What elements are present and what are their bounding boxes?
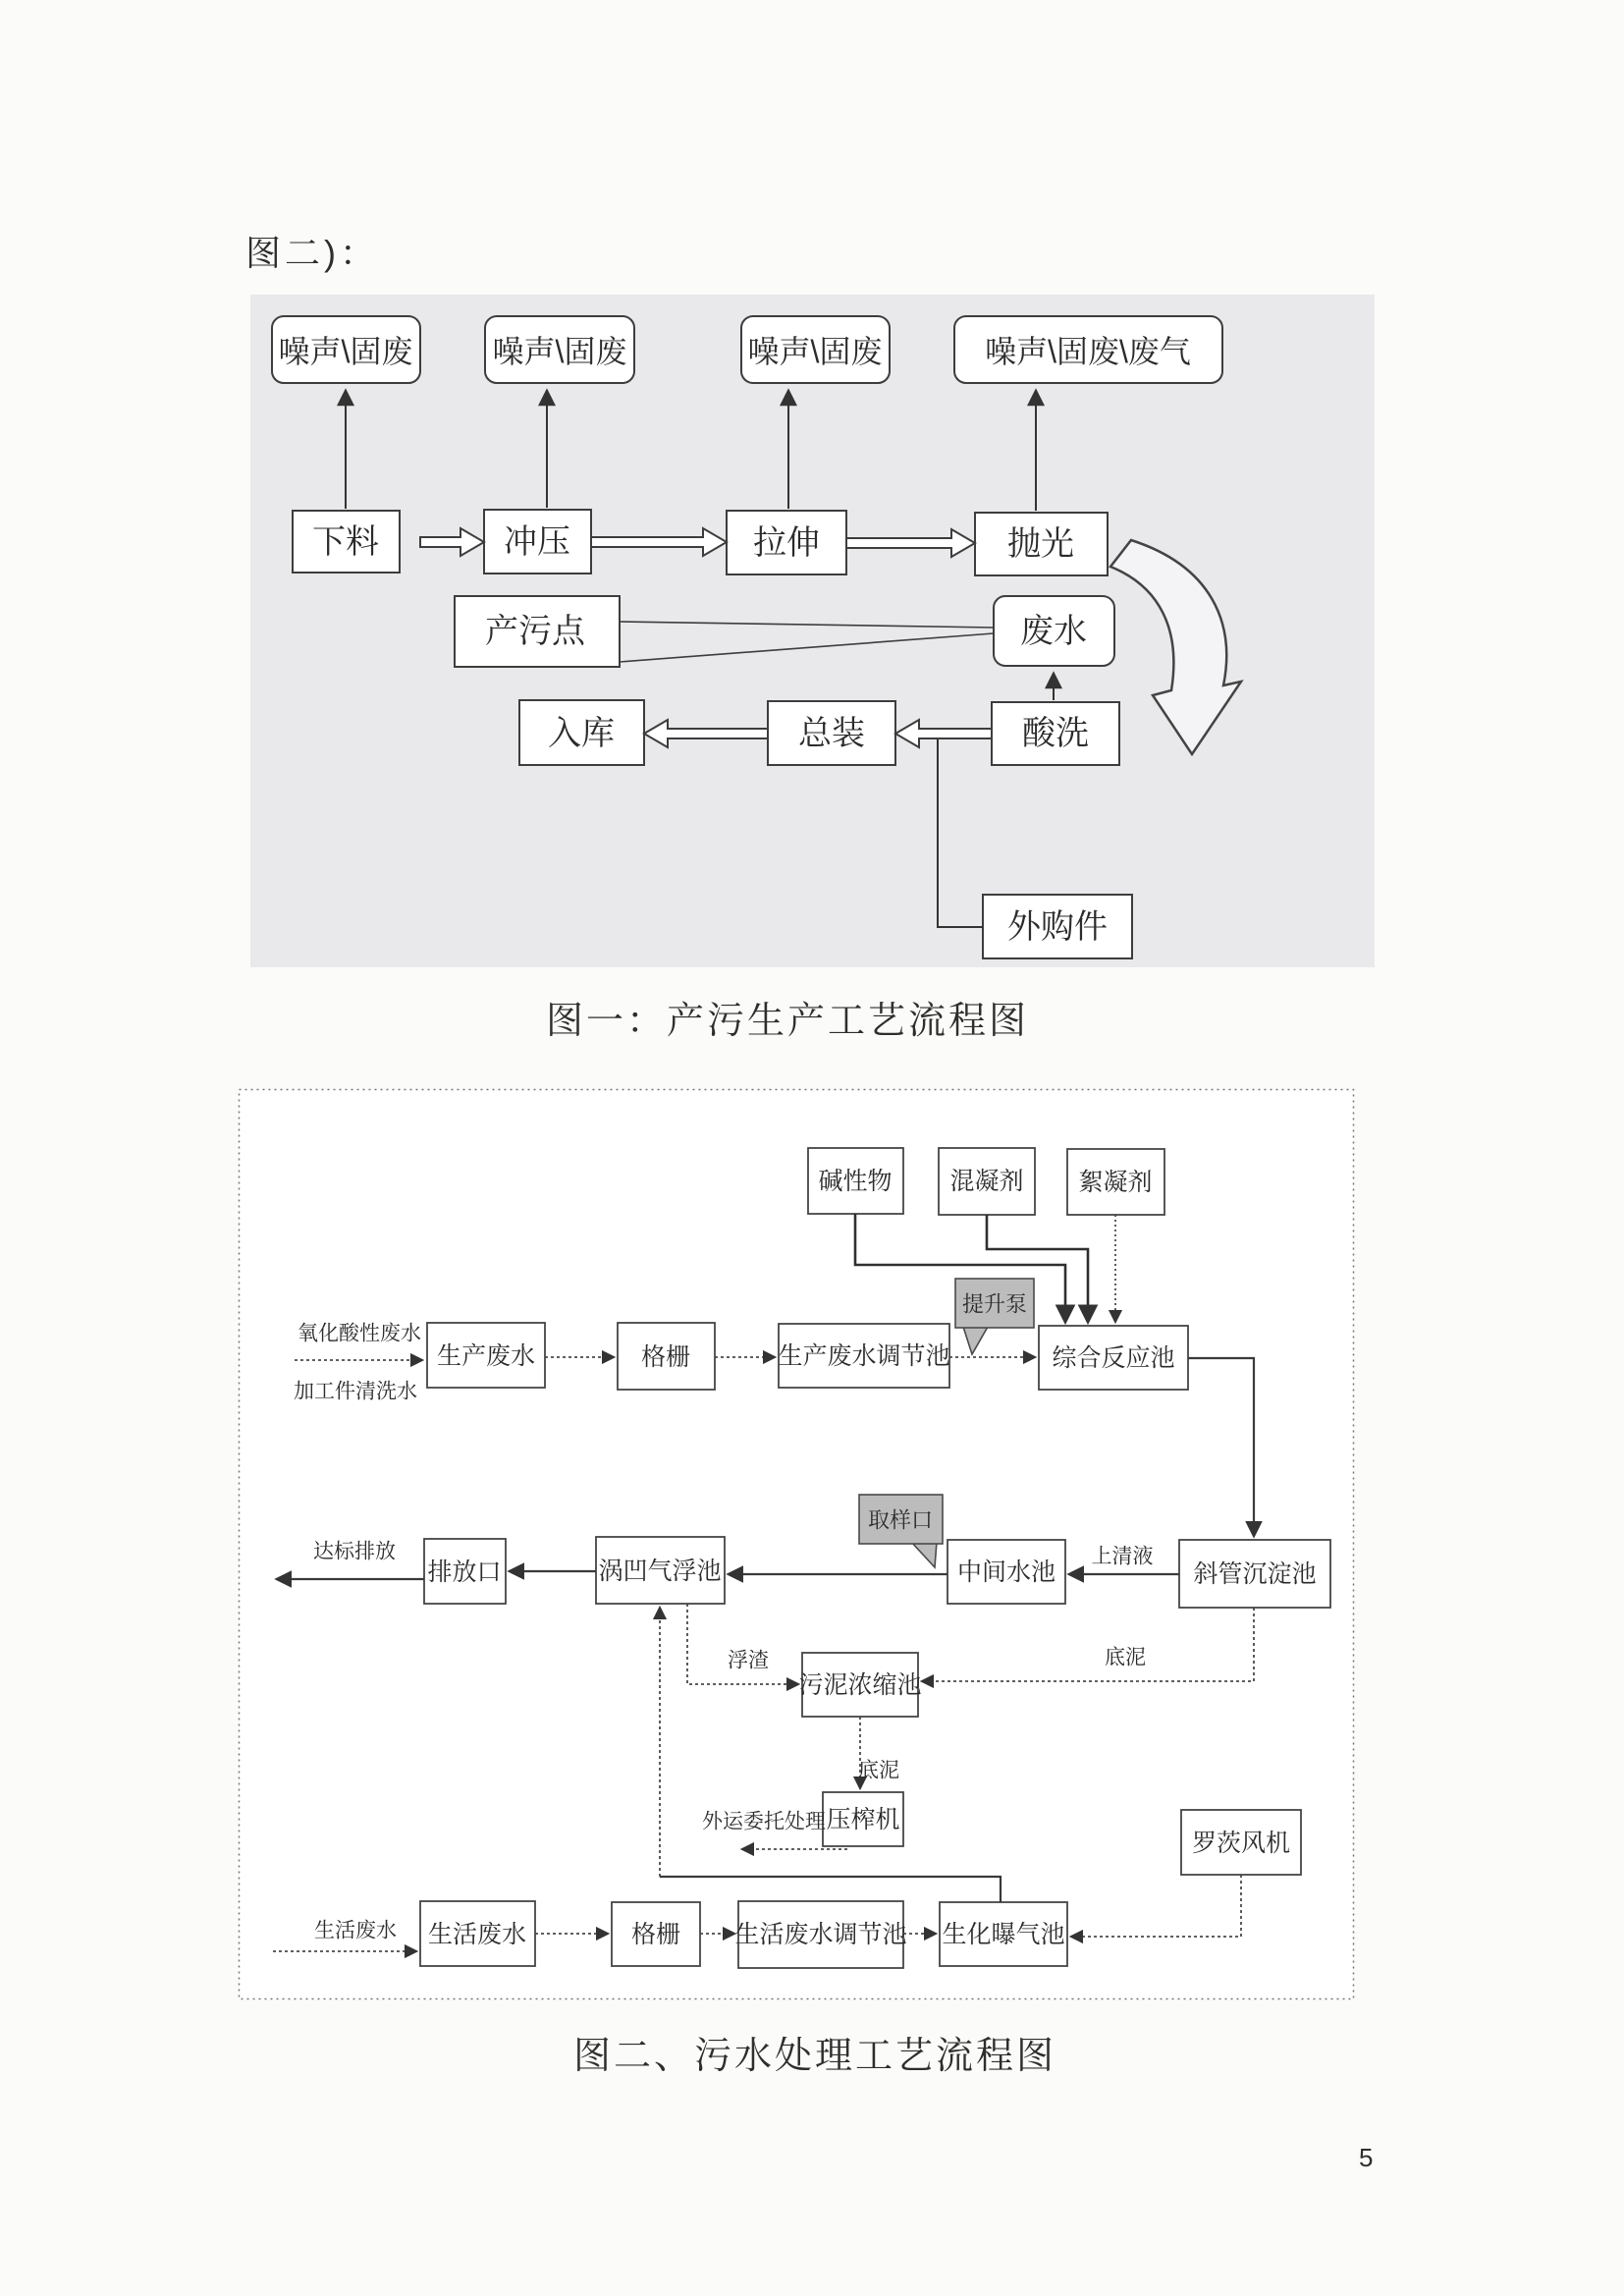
node-assembly-label: 总装 (798, 715, 865, 752)
node-pollution-point-label: 产污点 (485, 613, 585, 650)
production-process-diagram (250, 295, 1375, 967)
label-bottom-sludge-1: 底泥 (1105, 1646, 1146, 1669)
callout-lift-pump-label: 提升泵 (961, 1291, 1028, 1317)
node-pickling (992, 702, 1119, 765)
node-noise-solid-waste-gas-label: 噪声\固废\废气 (985, 334, 1191, 369)
node-intermediate-tank (947, 1540, 1065, 1604)
label-workpiece-rinse-water: 加工件清洗水 (294, 1380, 417, 1403)
node-discharge-outlet-label: 排放口 (427, 1558, 502, 1586)
label-supernatant: 上清液 (1091, 1545, 1154, 1568)
page-number: 5 (1359, 2143, 1374, 2172)
node-domestic-wastewater (420, 1901, 535, 1966)
node-roots-blower-label: 罗茨风机 (1191, 1830, 1291, 1857)
node-assembly (768, 701, 895, 765)
node-coagulant (939, 1148, 1035, 1215)
node-press-machine (823, 1792, 903, 1846)
node-stamping (484, 510, 591, 574)
label-domestic-wastewater-in: 生活废水 (314, 1919, 397, 1942)
node-inclined-tube-sedimentation-tank (1179, 1540, 1330, 1608)
node-roots-blower (1181, 1810, 1301, 1875)
node-production-regulating-tank (778, 1324, 949, 1388)
node-flocculant-label: 絮凝剂 (1078, 1169, 1153, 1196)
node-purchased-parts-label: 外购件 (1007, 908, 1108, 946)
node-production-wastewater (427, 1323, 545, 1388)
node-caf-tank-label: 涡凹气浮池 (598, 1558, 722, 1585)
node-noise-solid-waste-2-label: 噪声\固废 (492, 334, 627, 369)
label-scum: 浮渣 (728, 1649, 769, 1672)
node-alkali-label: 碱性物 (818, 1168, 893, 1195)
node-alkali (808, 1148, 903, 1214)
node-purchased-parts (983, 895, 1132, 958)
label-outsourced-treatment: 外运委托处理 (702, 1810, 826, 1833)
node-production-regulating-tank-label: 生产废水调节池 (778, 1342, 950, 1370)
node-sludge-thickening-tank (798, 1653, 921, 1717)
node-warehousing-label: 入库 (548, 715, 615, 752)
node-biochemical-aeration-tank (940, 1902, 1067, 1966)
node-drawing-label: 拉伸 (753, 524, 820, 562)
diagram1-caption: 图一：产污生产工艺流程图 (546, 1001, 1030, 1042)
node-noise-solid-waste-1 (272, 316, 420, 383)
node-biochemical-aeration-tank-label: 生化曝气池 (942, 1921, 1065, 1948)
node-pollution-point (455, 596, 620, 667)
node-coagulant-label: 混凝剂 (949, 1168, 1024, 1195)
label-bottom-sludge-2: 底泥 (858, 1759, 899, 1782)
label-oxidized-acid-wastewater: 氧化酸性废水 (298, 1322, 421, 1345)
node-noise-solid-waste-gas (954, 316, 1222, 383)
node-press-machine-label: 压榨机 (826, 1806, 900, 1833)
node-wastewater-label: 废水 (1020, 613, 1087, 650)
label-standard-discharge: 达标排放 (313, 1540, 396, 1563)
sewage-treatment-diagram (238, 1088, 1355, 2000)
node-production-wastewater-label: 生产废水 (436, 1342, 536, 1370)
node-noise-solid-waste-1-label: 噪声\固废 (278, 334, 413, 369)
node-flocculant (1067, 1149, 1164, 1215)
node-noise-solid-waste-3 (741, 316, 890, 383)
node-discharge-outlet (424, 1539, 506, 1604)
header-text: 图二)： (245, 233, 379, 273)
node-wastewater (994, 596, 1114, 666)
node-domestic-regulating-tank-label: 生活废水调节池 (734, 1921, 907, 1948)
node-grid-1-label: 格栅 (640, 1343, 691, 1371)
node-inclined-tube-sedimentation-tank-label: 斜管沉淀池 (1193, 1560, 1317, 1588)
node-sludge-thickening-tank-label: 污泥浓缩池 (798, 1671, 922, 1699)
diagram2-caption: 图二、污水处理工艺流程图 (573, 2036, 1057, 2077)
node-blanking-label: 下料 (312, 523, 379, 561)
node-blanking (293, 511, 400, 573)
node-pickling-label: 酸洗 (1022, 715, 1089, 752)
node-polishing-label: 抛光 (1007, 525, 1074, 563)
node-warehousing (519, 700, 644, 765)
node-grid-2 (612, 1902, 700, 1966)
node-grid-1 (618, 1323, 715, 1390)
node-polishing (975, 513, 1108, 575)
node-domestic-wastewater-label: 生活废水 (427, 1921, 527, 1948)
node-noise-solid-waste-2 (485, 316, 634, 383)
node-comprehensive-reaction-tank (1039, 1326, 1188, 1390)
node-drawing (727, 511, 846, 574)
node-noise-solid-waste-3-label: 噪声\固废 (747, 334, 883, 369)
node-intermediate-tank-label: 中间水池 (956, 1558, 1056, 1586)
node-stamping-label: 冲压 (504, 523, 570, 561)
node-domestic-regulating-tank (734, 1901, 906, 1968)
node-grid-2-label: 格栅 (630, 1921, 681, 1948)
node-caf-tank (596, 1537, 725, 1604)
callout-sampling-port-label: 取样口 (867, 1507, 934, 1533)
node-comprehensive-reaction-tank-label: 综合反应池 (1052, 1344, 1175, 1372)
